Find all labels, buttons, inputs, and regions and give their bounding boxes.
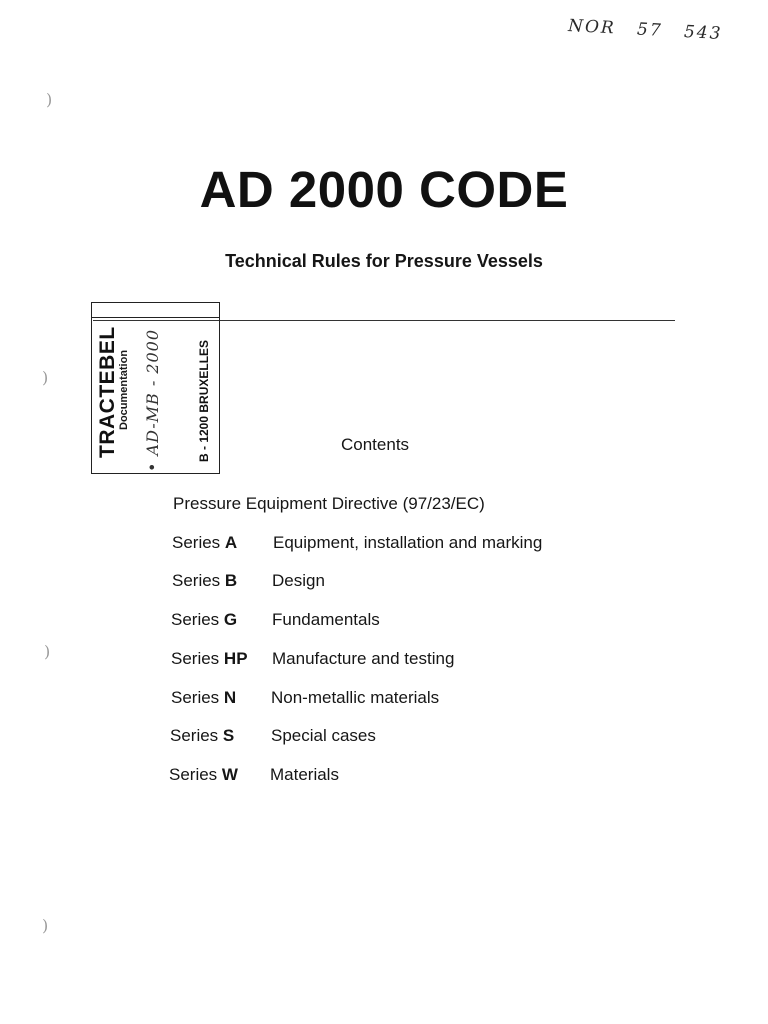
stamp-handwritten-code: • AD-MB - 2000: [143, 328, 162, 472]
stamp-brand: TRACTEBEL: [96, 326, 119, 458]
stamp-department: Documentation: [118, 349, 130, 430]
series-description: Design: [272, 571, 325, 590]
series-prefix: Series: [170, 726, 219, 745]
series-description: Special cases: [271, 726, 376, 745]
series-prefix: Series: [172, 571, 221, 590]
series-description: Manufacture and testing: [272, 649, 455, 668]
series-description: Equipment, installation and marking: [273, 533, 543, 552]
series-label: [171, 649, 248, 669]
series-prefix: Series: [169, 765, 218, 784]
punch-hole-mark: ): [44, 642, 51, 661]
series-prefix: Series: [172, 533, 221, 552]
series-letter: A: [224, 533, 238, 552]
punch-hole-mark: ): [42, 916, 49, 935]
series-description: Fundamentals: [272, 610, 380, 629]
handwritten-reference: NOR 57 543: [567, 15, 723, 45]
series-description: Non-metallic materials: [271, 688, 440, 707]
series-label: [171, 688, 236, 708]
directive-entry: Pressure Equipment Directive (97/23/EC): [173, 494, 485, 513]
contents-heading: Contents: [341, 435, 410, 454]
series-letter: S: [222, 726, 235, 745]
stamp-divider: [92, 317, 219, 318]
series-prefix: Series: [171, 649, 220, 668]
series-label: [170, 726, 234, 746]
series-label: [172, 533, 237, 553]
document-subtitle: Technical Rules for Pressure Vessels: [225, 251, 543, 271]
series-letter: HP: [223, 649, 248, 668]
series-letter: G: [223, 610, 238, 629]
punch-hole-mark: ): [42, 368, 49, 387]
series-label: [172, 571, 237, 591]
series-prefix: Series: [171, 610, 220, 629]
series-label: [169, 765, 238, 785]
stamp-address: B - 1200 BRUXELLES: [197, 339, 211, 462]
document-title: AD 2000 CODE: [199, 161, 569, 218]
series-prefix: Series: [171, 688, 220, 707]
series-label: [171, 610, 237, 630]
series-letter: W: [221, 765, 238, 784]
punch-hole-mark: ): [46, 90, 53, 109]
series-letter: N: [223, 688, 237, 707]
series-description: Materials: [270, 765, 339, 784]
series-letter: B: [224, 571, 238, 590]
